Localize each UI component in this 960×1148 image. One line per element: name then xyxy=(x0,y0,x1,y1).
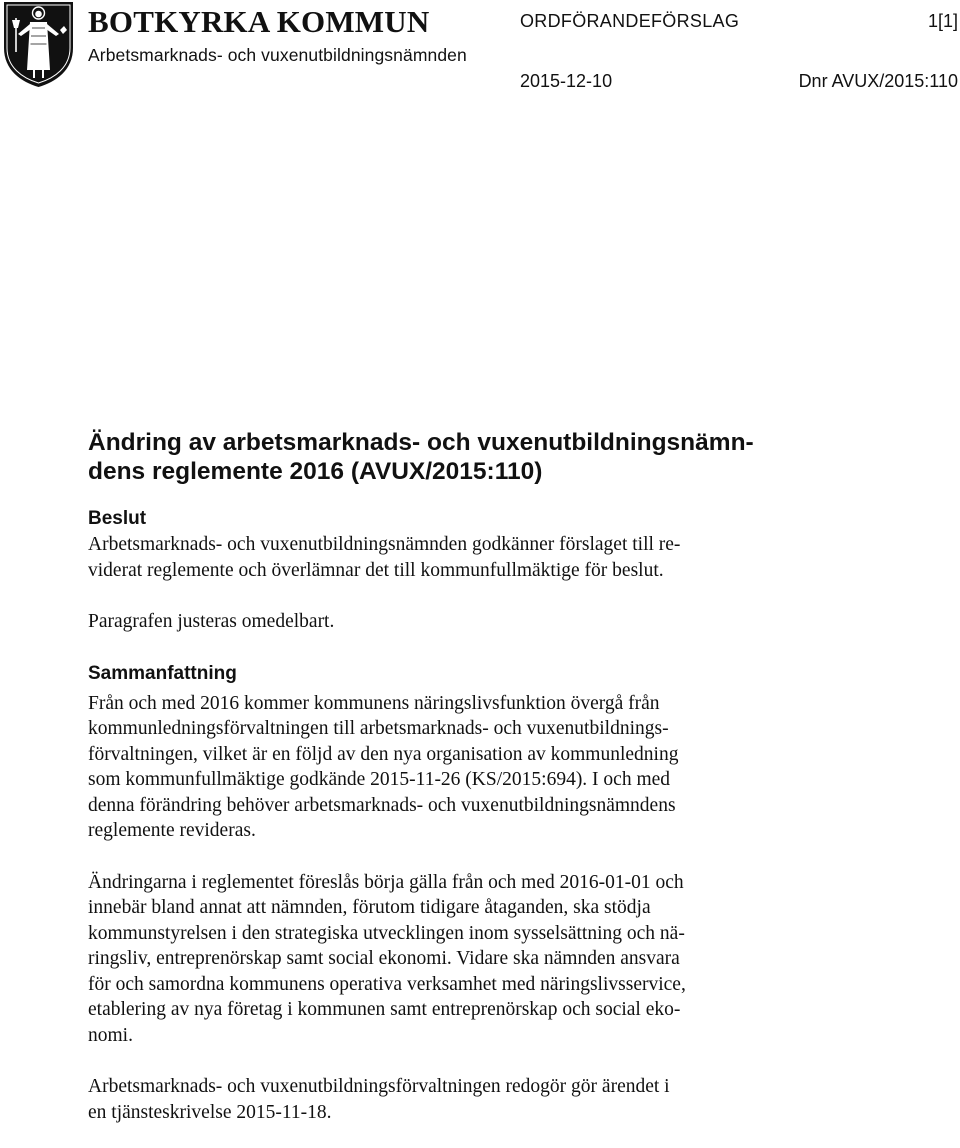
text-line: reglemente revideras. xyxy=(88,820,256,841)
sammanfattning-paragraph-2 xyxy=(88,870,818,1049)
document-title xyxy=(88,428,818,486)
section-heading-sammanfattning: Sammanfattning xyxy=(88,662,237,684)
text-line: etablering av nya företag i kommunen samt entreprenörskap och social eko- xyxy=(88,999,681,1020)
text-line: kommunledningsförvaltningen till arbetsmarknads- och vuxenutbildnings- xyxy=(88,718,669,739)
text-line: denna förändring behöver arbetsmarknads- och vuxenutbildningsnämndens xyxy=(88,794,676,816)
text-line: nomi. xyxy=(88,1024,133,1046)
text-line: Ändringarna i reglementet föreslås börja gälla från och med 2016-01-01 och xyxy=(88,871,684,893)
title-line: Ändring av arbetsmarknads- och vuxenutbildningsnämn- xyxy=(88,429,754,456)
text-line: ringsliv, entreprenörskap samt social ekonomi. Vidare ska nämnden ansvara xyxy=(88,948,680,969)
text-line: innebär bland annat att nämnden, förutom tidigare åtaganden, ska stödja xyxy=(88,897,651,918)
sammanfattning-paragraph-3 xyxy=(88,1074,818,1125)
document-type: ORDFÖRANDEFÖRSLAG xyxy=(520,11,740,31)
text-line: Arbetsmarknads- och vuxenutbildningsförvaltningen redogör gör ärendet i xyxy=(88,1076,670,1097)
board-name: Arbetsmarknads- och vuxenutbildningsnämnden xyxy=(88,45,467,65)
title-line: dens reglemente 2016 (AVUX/2015:110) xyxy=(88,458,543,485)
text-line: förvaltningen, vilket är en följd av den nya organisation av kommunledning xyxy=(88,743,679,765)
text-line: en tjänsteskrivelse 2015-11-18. xyxy=(88,1101,332,1123)
section-heading-beslut: Beslut xyxy=(88,508,147,529)
text-line: Från och med 2016 kommer kommunens näringslivsfunktion övergå från xyxy=(88,692,660,714)
sammanfattning-paragraph-1 xyxy=(88,691,818,844)
organization-name: BOTKYRKA KOMMUN xyxy=(88,4,430,39)
text-line: Arbetsmarknads- och vuxenutbildningsnämnden godkänner förslaget till re- xyxy=(88,534,681,555)
document-reference: Dnr AVUX/2015:110 xyxy=(798,71,958,91)
text-line: som kommunfullmäktige godkände 2015-11-26 (KS/2015:694). I och med xyxy=(88,769,671,790)
text-line: kommunstyrelsen i den strategiska utvecklingen inom sysselsättning och nä- xyxy=(88,922,685,944)
justering-paragraph xyxy=(88,609,818,635)
document-date: 2015-12-10 xyxy=(520,71,613,91)
page-number: 1[1] xyxy=(927,11,958,31)
text-line: för och samordna kommunens operativa verksamhet med näringslivsservice, xyxy=(88,973,686,995)
coat-of-arms-icon xyxy=(2,0,75,88)
text-line: Paragrafen justeras omedelbart. xyxy=(88,611,335,632)
text-line: viderat reglemente och överlämnar det till kommunfullmäktige för beslut. xyxy=(88,559,664,581)
document-body xyxy=(88,428,818,1125)
beslut-paragraph xyxy=(88,532,818,583)
